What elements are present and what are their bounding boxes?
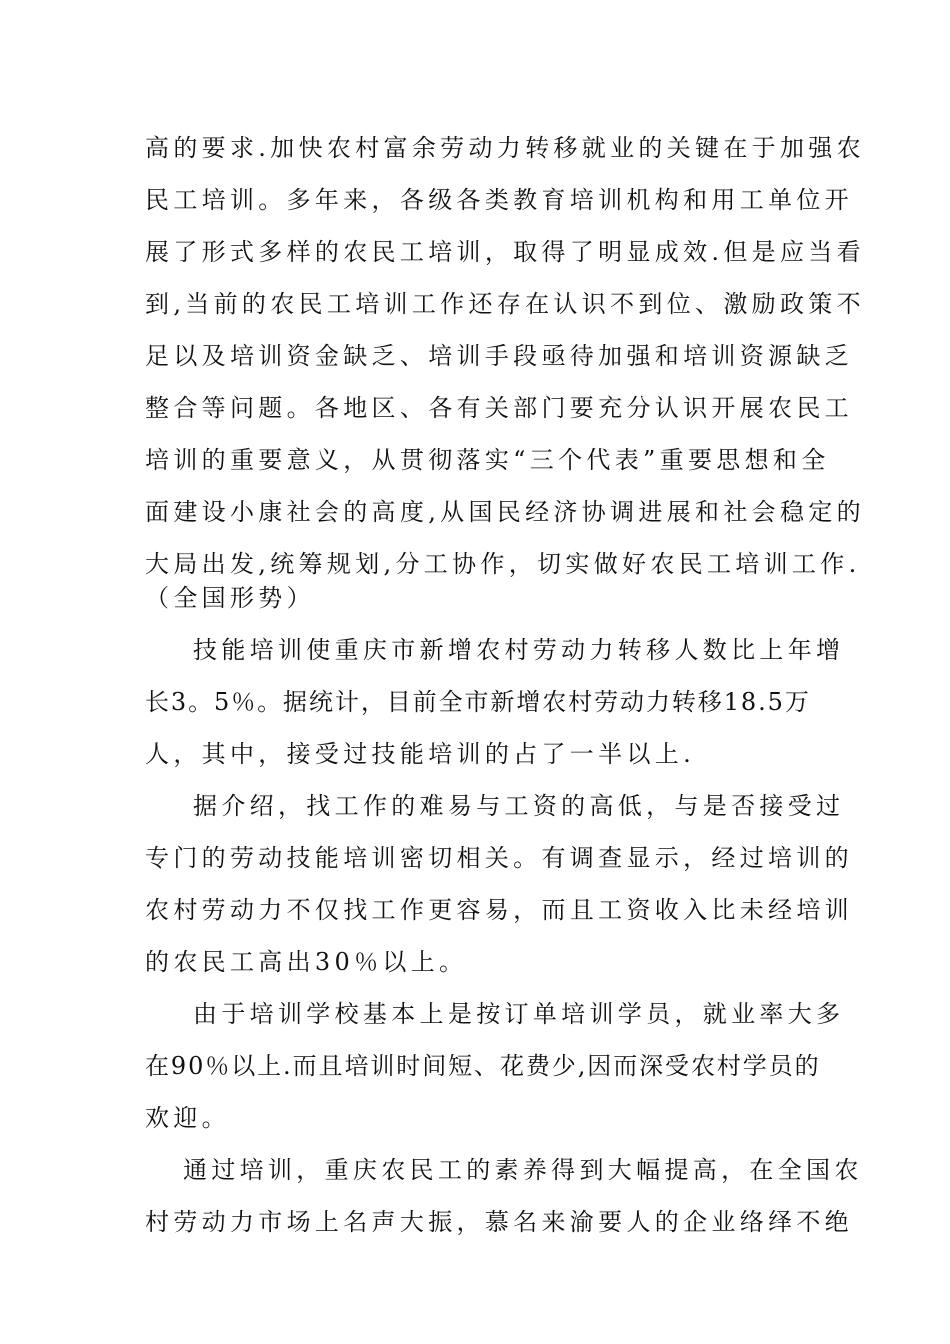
text-line-15: 专门的劳动技能培训密切相关。有调查显示，经过培训的 (145, 844, 853, 872)
text-line-2: 民工培训。多年来，各级各类教育培训机构和用工单位开 (145, 186, 853, 214)
text-line-21: 通过培训，重庆农民工的素养得到大幅提高，在全国农 (183, 1156, 863, 1184)
text-line-3: 展了形式多样的农民工培训，取得了明显成效.但是应当看 (145, 238, 865, 266)
text-line-7: 培训的重要意义，从贯彻落实“三个代表”重要思想和全 (145, 446, 830, 474)
text-line-11: 技能培训使重庆市新增农村劳动力转移人数比上年增 (193, 636, 845, 664)
text-line-12: 长3。5％。据统计，目前全市新增农村劳动力转移18.5万 (145, 688, 811, 716)
text-line-16: 农村劳动力不仅找工作更容易，而且工资收入比未经培训 (145, 896, 853, 924)
text-line-6: 整合等问题。各地区、各有关部门要充分认识开展农民工 (145, 394, 853, 422)
text-line-4: 到,当前的农民工培训工作还存在认识不到位、激励政策不 (145, 290, 865, 318)
text-line-5: 足以及培训资金缺乏、培训手段亟待加强和培训资源缺乏 (145, 342, 853, 370)
text-line-22: 村劳动力市场上名声大振，慕名来渝要人的企业络绎不绝 (145, 1208, 853, 1236)
text-line-9: 大局出发,统筹规划,分工协作，切实做好农民工培训工作. (145, 550, 861, 578)
text-line-8: 面建设小康社会的高度,从国民经济协调进展和社会稳定的 (145, 498, 865, 526)
text-line-20: 欢迎。 (145, 1104, 230, 1132)
text-line-17: 的农民工高出30％以上。 (145, 948, 468, 976)
text-line-19: 在90％以上.而且培训时间短、花费少,因而深受农村学员的 (145, 1052, 821, 1080)
text-line-10: （全国形势） (145, 584, 315, 612)
text-line-1: 高的要求.加快农村富余劳动力转移就业的关键在于加强农 (145, 134, 865, 162)
text-line-14: 据介绍，找工作的难易与工资的高低，与是否接受过 (193, 792, 845, 820)
text-line-13: 人，其中，接受过技能培训的占了一半以上. (145, 740, 696, 768)
text-line-18: 由于培训学校基本上是按订单培训学员，就业率大多 (193, 1000, 845, 1028)
